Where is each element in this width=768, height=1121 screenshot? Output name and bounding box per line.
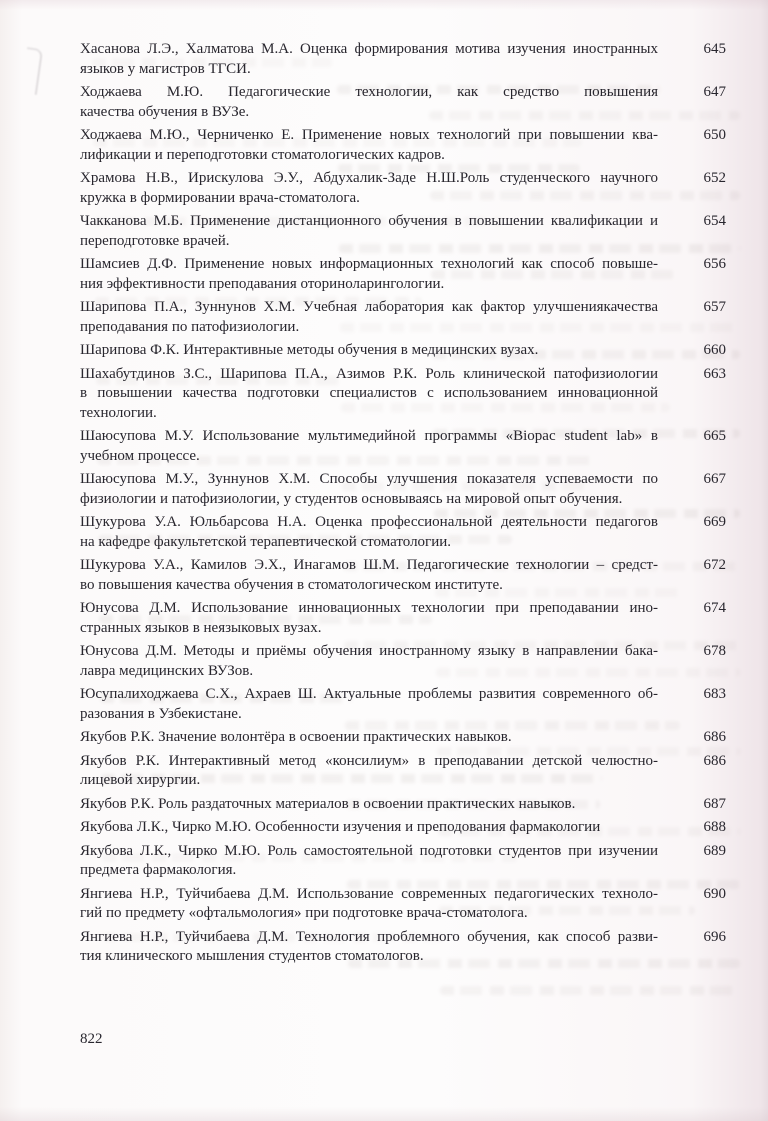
toc-entry-text (80, 298, 686, 337)
toc-entry-page-number: 690 (703, 885, 726, 902)
toc-entry-page-number: 656 (703, 256, 726, 272)
toc-entry-line: Шарипова Ф.К. Интерактивные методы обучения в медицинских вузах. (80, 342, 539, 358)
toc-entry (80, 126, 726, 165)
toc-entry (80, 818, 726, 838)
page-footer-number: 822 (80, 1031, 103, 1047)
toc-entry-line: Ходжаева М.Ю. Педагогические технологии, как средство повышения (80, 84, 658, 100)
toc-entry-line: Якубов Р.К. Значение волонтёра в освоении практических навыков. (80, 729, 512, 745)
toc-entry-line: Шаюсупова М.У., Зуннунов Х.М. Способы улучшения показателя успеваемости по (80, 471, 658, 487)
toc-entry-page-number: 660 (703, 342, 726, 358)
toc-entry-line: переподготовке врачей. (80, 232, 230, 249)
toc-entry-text (80, 341, 686, 361)
toc-entry (80, 298, 726, 337)
toc-entry-text (80, 470, 686, 509)
toc-entry-page-number: 674 (703, 600, 726, 616)
toc-entry-page-number: 678 (703, 643, 726, 659)
toc-entry-line: на кафедре факультетской терапевтической стоматологии. (80, 533, 452, 550)
toc-entry-text (80, 365, 686, 424)
toc-entry (80, 40, 726, 79)
toc-entry-page-number: 647 (703, 84, 726, 100)
toc-entry-page-number: 689 (703, 842, 726, 859)
toc-entry (80, 885, 726, 924)
toc-entry-text (80, 928, 686, 967)
toc-entry-page-number: 650 (703, 127, 726, 143)
bleed-through-stripe (440, 986, 740, 995)
toc-entry-line: лавра медицинских ВУЗов. (80, 662, 254, 679)
toc-entry-line: лицевой хирургии. (80, 772, 201, 788)
toc-entry-line: учебном процессе. (80, 447, 200, 464)
toc-entry-line: языков у магистров ТГСИ. (80, 60, 251, 77)
toc-entry-text (80, 83, 686, 122)
toc-entry-text (80, 169, 686, 208)
toc-entry-text (80, 255, 686, 294)
toc-entry-page-number: 645 (703, 41, 726, 57)
toc-entry-line: Шарипова П.А., Зуннунов Х.М. Учебная лаборатория как фактор улучшениякачества (80, 299, 658, 315)
toc-entry-page-number: 663 (703, 365, 726, 382)
toc-entry-line: Якубова Л.К., Чирко М.Ю. Особенности изучения и преподования фармакологии (80, 819, 601, 835)
toc-entry-line: Шаюсупова М.У. Использование мультимедийной программы «Biopac student lab» в (80, 428, 658, 444)
toc-entry-line: Шукурова У.А. Юльбарсова Н.А. Оценка профессиональной деятельности педагогов (80, 514, 658, 530)
toc-entry-line: Чакканова М.Б. Применение дистанционного обучения в повышении квалификации и (80, 213, 658, 229)
toc-entry-text (80, 556, 686, 595)
toc-entry-line: в повышении качества подготовки специалистов с использованием инновационной (80, 385, 658, 401)
toc-entry-text (80, 513, 686, 552)
toc-entry (80, 599, 726, 638)
toc-entry (80, 728, 726, 748)
toc-entry (80, 427, 726, 466)
toc-entry-line: Якубов Р.К. Роль раздаточных материалов в освоении практических навыков. (80, 795, 576, 812)
toc-entry-line: преподавания по патофизиологии. (80, 318, 300, 335)
toc-entry-line: ния эффективности преподавания оториноларингологии. (80, 275, 445, 292)
toc-entry-text (80, 126, 686, 165)
toc-entry-line: предмета фармакология. (80, 862, 237, 878)
toc-entry-line: тия клинического мышления студентов стоматологов. (80, 948, 424, 964)
toc-entry-text (80, 728, 686, 748)
toc-entry-line: Шахабутдинов З.С., Шарипова П.А., Азимов Р.К. Роль клинической патофизиологии (80, 365, 658, 382)
toc-entry-page-number: 696 (703, 928, 726, 945)
toc-entry-page-number: 686 (703, 752, 726, 769)
toc-entry (80, 685, 726, 724)
toc-entry (80, 83, 726, 122)
toc-entry-text (80, 427, 686, 466)
toc-entry (80, 752, 726, 791)
toc-entry-text (80, 642, 686, 681)
toc-entry-line: качества обучения в ВУЗе. (80, 103, 250, 120)
toc-list (80, 40, 726, 967)
toc-entry-page-number: 665 (703, 428, 726, 444)
toc-entry (80, 255, 726, 294)
toc-entry-text (80, 818, 686, 838)
toc-entry-page-number: 687 (703, 795, 726, 812)
toc-entry (80, 928, 726, 967)
toc-entry-page-number: 686 (703, 729, 726, 745)
toc-entry-page-number: 657 (703, 299, 726, 315)
toc-entry (80, 169, 726, 208)
toc-entry (80, 795, 726, 815)
toc-entry-line: странных языков в неязыковых вузах. (80, 619, 322, 636)
toc-entry (80, 642, 726, 681)
toc-entry-page-number: 683 (703, 686, 726, 702)
toc-entry-line: Якубова Л.К., Чирко М.Ю. Роль самостоятельной подготовки студентов при изучении (80, 842, 658, 859)
toc-entry-line: Янгиева Н.Р., Туйчибаева Д.М. Использование современных педагогических техноло- (80, 885, 658, 902)
toc-entry-page-number: 667 (703, 471, 726, 487)
toc-entry-line: Юнусова Д.М. Методы и приёмы обучения иностранному языку в направлении бака- (80, 643, 658, 659)
toc-entry-line: кружка в формировании врача-стоматолога. (80, 189, 360, 206)
toc-entry (80, 556, 726, 595)
toc-entry-line: Шукурова У.А., Камилов Э.Х., Инагамов Ш.М. Педагогические технологии – средст- (80, 557, 658, 573)
toc-entry-text (80, 885, 686, 924)
toc-entry-page-number: 652 (703, 170, 726, 186)
toc-entry-text (80, 40, 686, 79)
toc-entry-text (80, 599, 686, 638)
toc-entry-line: Храмова Н.В., Ирискулова Э.У., Абдухалик-Заде Н.Ш.Роль студенческого научного (80, 170, 658, 186)
toc-entry-page-number: 688 (703, 819, 726, 835)
toc-entry-line: Якубов Р.К. Интерактивный метод «консилиум» в преподавании детской челюстно- (80, 752, 658, 769)
toc-entry-line: технологии. (80, 404, 157, 421)
toc-entry-text (80, 212, 686, 251)
toc-entry-page-number: 654 (703, 213, 726, 229)
toc-entry-text (80, 795, 686, 815)
toc-entry-line: физиологии и патофизиологии, у студентов основываясь на мировой опыт обучения. (80, 490, 623, 507)
toc-entry-line: Юсупалиходжаева С.Х., Ахраев Ш. Актуальные проблемы развития современного об- (80, 686, 658, 702)
toc-entry-line: гий по предмету «офтальмология» при подготовке врача-стоматолога. (80, 905, 528, 921)
toc-entry-line: Ходжаева М.Ю., Черниченко Е. Применение новых технологий при повышении ква- (80, 127, 658, 143)
toc-entry (80, 513, 726, 552)
toc-entry (80, 365, 726, 424)
toc-entry-line: Шамсиев Д.Ф. Применение новых информационных технологий как способ повыше- (80, 256, 658, 272)
toc-entry-page-number: 672 (703, 557, 726, 573)
toc-entry-line: разования в Узбекистане. (80, 705, 242, 722)
toc-entry (80, 842, 726, 881)
toc-entry-page-number: 669 (703, 514, 726, 530)
toc-entry-text (80, 685, 686, 724)
toc-entry (80, 470, 726, 509)
toc-entry-line: Хасанова Л.Э., Халматова М.А. Оценка формирования мотива изучения иностранных (80, 41, 658, 57)
toc-entry-line: Янгиева Н.Р., Туйчибаева Д.М. Технология проблемного обучения, как способ разви- (80, 928, 658, 945)
toc-entry-text (80, 842, 686, 881)
toc-entry-line: лификации и переподготовки стоматологических кадров. (80, 146, 445, 163)
toc-entry-text (80, 752, 686, 791)
toc-entry-line: Юнусова Д.М. Использование инновационных технологии при преподавании ино- (80, 600, 658, 616)
toc-entry (80, 212, 726, 251)
toc-entry (80, 341, 726, 361)
toc-entry-line: во повышения качества обучения в стоматологическом институте. (80, 576, 503, 593)
